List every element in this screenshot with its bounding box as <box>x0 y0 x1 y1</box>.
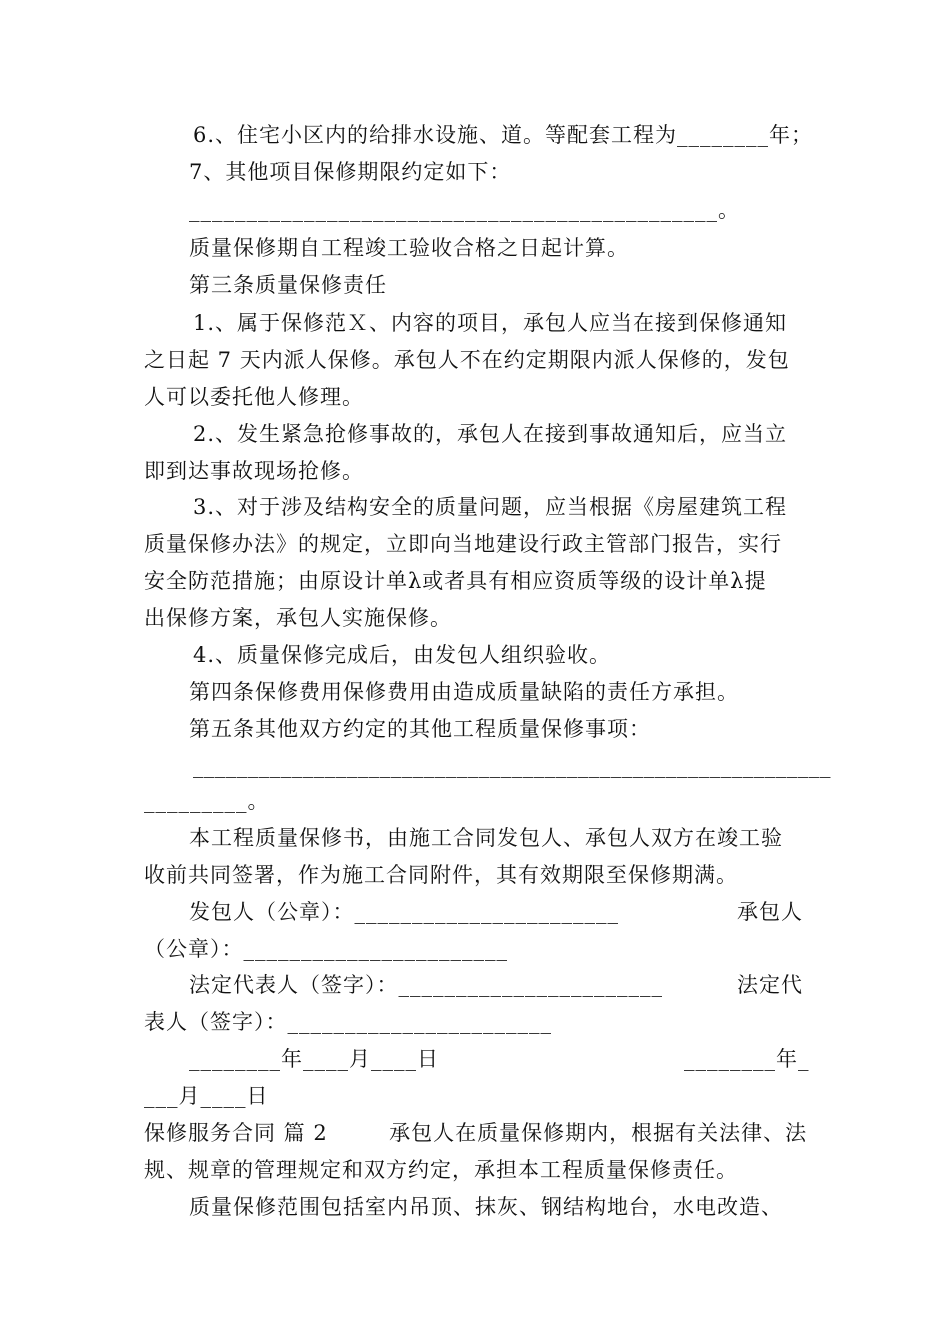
line-item-6: 6.、住宅小区内的给排水设施、道。等配套工程为________年； <box>193 123 814 147</box>
article-3-para-2-line-2: 即到达事故现场抢修。 <box>144 459 364 483</box>
contract-2-line-1: 保修服务合同 篇 2 承包人在质量保修期内，根据有关法律、法 <box>144 1121 808 1145</box>
article-3-para-3-line-4: 出保修方案，承包人实施保修。 <box>144 606 452 630</box>
line-item-7: 7、其他项目保修期限约定如下： <box>189 160 512 184</box>
article-3-para-3-line-2: 质量保修办法》的规定，立即向当地建设行政主管部门报告，实行 <box>144 532 782 556</box>
date-contractor-part-2: ___月____日 <box>144 1084 269 1108</box>
date-contractor-part-1: ________年_ <box>684 1047 810 1071</box>
contract-2-line-2: 规、规章的管理规定和双方约定，承担本工程质量保修责任。 <box>144 1158 738 1182</box>
line-warranty-period: 质量保修期自工程竣工验收合格之日起计算。 <box>189 236 629 260</box>
line-blank-2: __________________________________________________________ <box>193 754 831 778</box>
article-5: 第五条其他双方约定的其他工程质量保修事项： <box>189 717 651 741</box>
article-4: 第四条保修费用保修费用由造成质量缺陷的责任方承担。 <box>189 680 739 704</box>
signature-contractor-rep-label: 法定代 <box>737 973 803 997</box>
closing-para-line-2: 收前共同签署，作为施工合同附件，其有效期限至保修期满。 <box>144 863 738 887</box>
article-3-para-1-line-2: 之日起 7 天内派人保修。承包人不在约定期限内派人保修的，发包 <box>144 348 790 372</box>
signature-contractor-label: 承包人 <box>737 900 803 924</box>
article-3-para-1-line-3: 人可以委托他人修理。 <box>144 385 364 409</box>
article-3-para-3-line-1: 3.、对于涉及结构安全的质量问题，应当根据《房屋建筑工程 <box>193 495 788 519</box>
signature-employer-rep: 法定代表人（签字）：_______________________ <box>189 973 663 997</box>
closing-para-line-1: 本工程质量保修书，由施工合同发包人、承包人双方在竣工验 <box>189 826 783 850</box>
signature-employer-seal: 发包人（公章）：_______________________ <box>189 900 619 924</box>
article-3-para-4: 4.、质量保修完成后，由发包人组织验收。 <box>193 643 612 667</box>
line-blank-3: _________。 <box>144 789 270 813</box>
date-employer: ________年____月____日 <box>189 1047 439 1071</box>
signature-contractor-seal: （公章）：_______________________ <box>144 937 508 961</box>
article-3-para-1-line-1: 1.、属于保修范Ｘ、内容的项目，承包人应当在接到保修通知 <box>193 311 788 335</box>
article-3-para-2-line-1: 2.、发生紧急抢修事故的，承包人在接到事故通知后，应当立 <box>193 422 788 446</box>
article-3-heading: 第三条质量保修责任 <box>189 273 387 297</box>
signature-contractor-rep: 表人（签字）：_______________________ <box>144 1010 552 1034</box>
line-blank-1: ______________________________________________。 <box>189 198 740 222</box>
contract-2-line-3: 质量保修范围包括室内吊顶、抹灰、钢结构地台，水电改造、 <box>189 1195 783 1219</box>
article-3-para-3-line-3: 安全防范措施；由原设计单λ或者具有相应资质等级的设计单λ提 <box>144 569 767 593</box>
